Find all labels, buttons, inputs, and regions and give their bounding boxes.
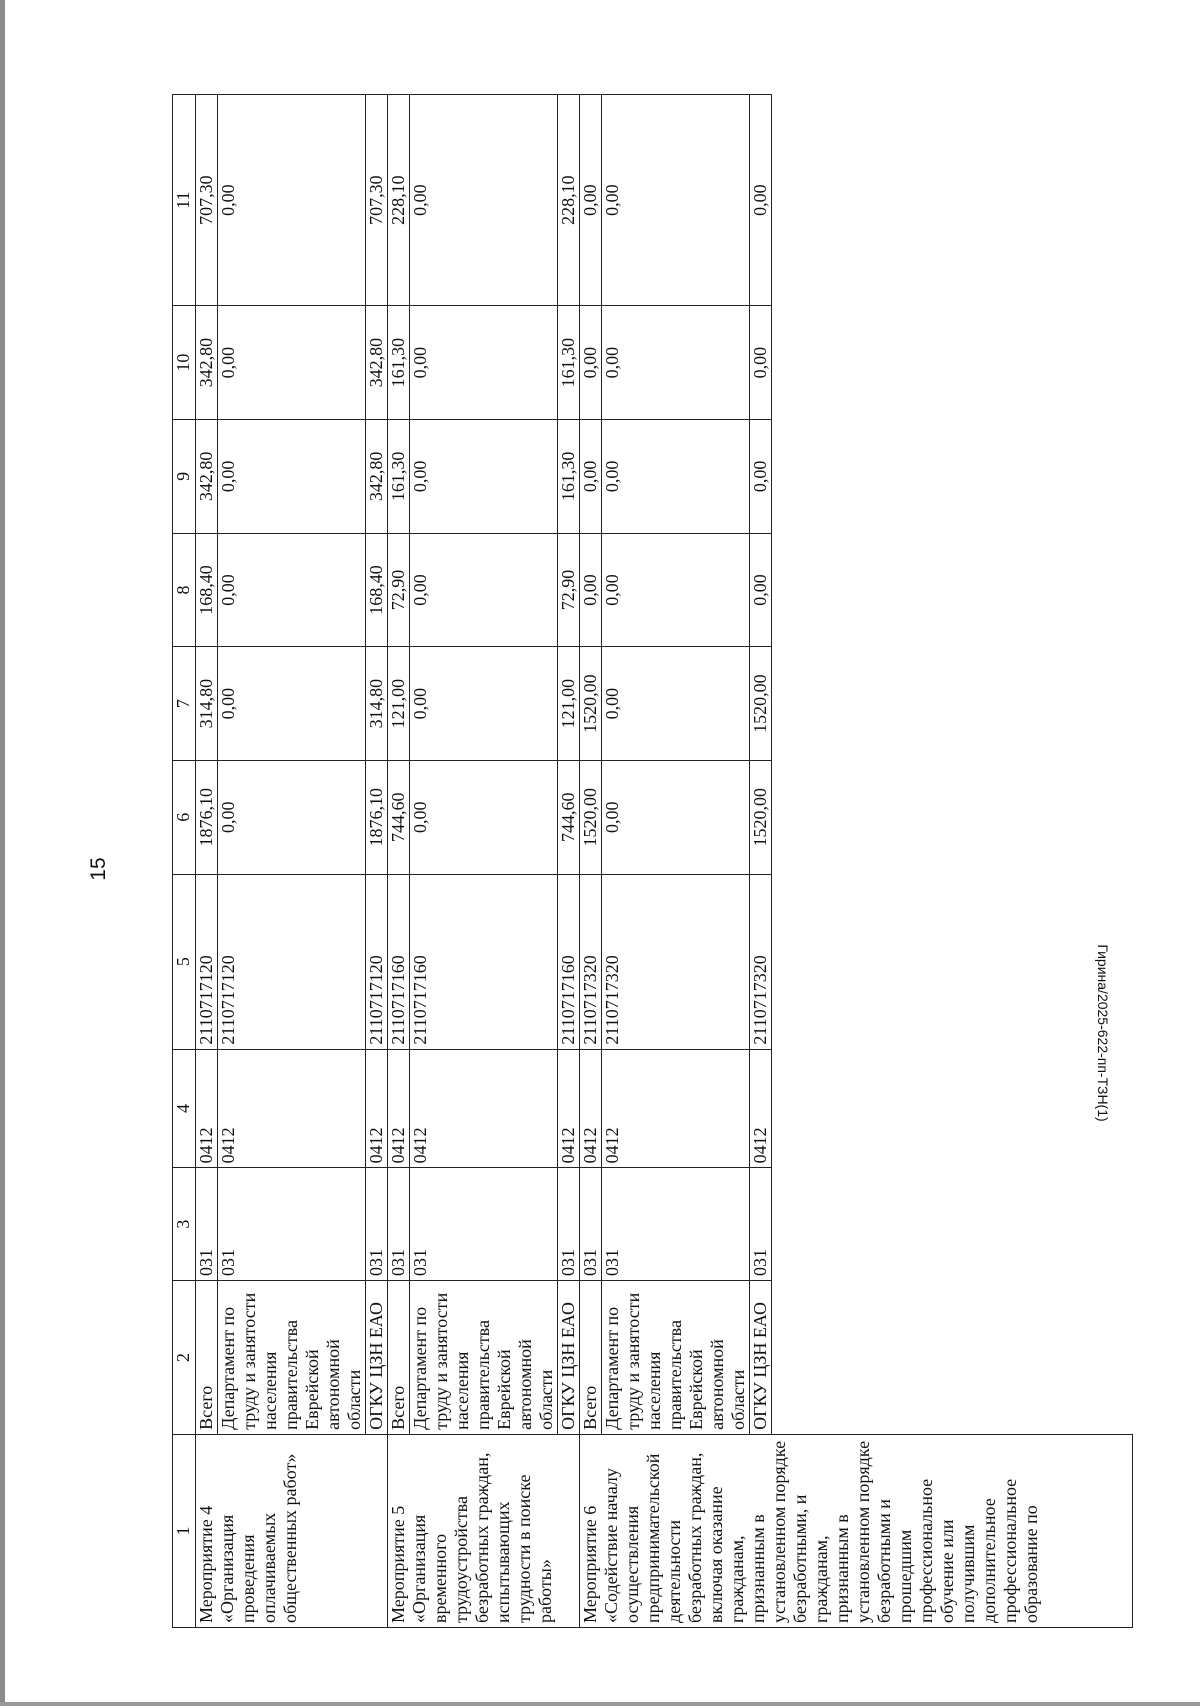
table-row: [410, 95, 558, 1628]
value-cell: 1520,00: [580, 647, 602, 761]
org-cell: Всего: [388, 1280, 410, 1434]
code-cell: 2110717320: [580, 874, 602, 1049]
measure-cell: [580, 1434, 1133, 1627]
value-cell: 342,80: [196, 420, 218, 534]
org-cell: Всего: [196, 1280, 218, 1434]
org-cell: Всего: [580, 1280, 602, 1434]
code-cell: 031: [388, 1168, 410, 1281]
value-cell: 72,90: [388, 533, 410, 647]
code-cell: 2110717160: [388, 874, 410, 1049]
measure-label: Мероприятие 4: [196, 1505, 216, 1623]
code-cell: 0412: [388, 1049, 410, 1168]
measure-label: Мероприятие 6: [580, 1505, 600, 1623]
value-cell: 1520,00: [750, 647, 772, 761]
org-cell: ОГКУ ЦЗН ЕАО: [558, 1280, 580, 1434]
code-cell: 031: [558, 1168, 580, 1281]
value-cell: 0,00: [602, 533, 750, 647]
rotated-table-container: [172, 94, 1092, 1628]
code-cell: 2110717120: [218, 874, 366, 1049]
code-cell: 2110717320: [750, 874, 772, 1049]
value-cell: 0,00: [410, 647, 558, 761]
table-row-continuation: [772, 95, 1133, 1628]
value-cell: 161,30: [558, 306, 580, 420]
value-cell: 0,00: [218, 760, 366, 874]
code-cell: 2110717160: [410, 874, 558, 1049]
code-cell: 0412: [558, 1049, 580, 1168]
value-cell: 707,30: [196, 95, 218, 306]
scan-edge-bottom: [0, 1702, 1200, 1706]
value-cell: 0,00: [410, 760, 558, 874]
header-cell: 8: [173, 533, 196, 647]
value-cell: 0,00: [580, 533, 602, 647]
measure-name: «Содействие началу осуществления предпринимательской деятельности безработных граждан, включая оказание гражданам, признанным в установленном порядке безработными, и гражданам, признанным в установленном порядке безработными и прошедшим профессиональное обучение или получившим дополнительное профессиональное образование по: [601, 1440, 1041, 1623]
value-cell: 0,00: [602, 760, 750, 874]
value-cell: 1876,10: [196, 760, 218, 874]
value-cell: 0,00: [602, 306, 750, 420]
code-cell: 0412: [196, 1049, 218, 1168]
value-cell: 161,30: [558, 420, 580, 534]
value-cell: 0,00: [580, 420, 602, 534]
code-cell: 0412: [580, 1049, 602, 1168]
document-code: Гирина/2025-622-пп-ТЗН(1): [1095, 944, 1111, 1122]
header-cell: 5: [173, 874, 196, 1049]
header-cell: 2: [173, 1280, 196, 1434]
code-cell: 2110717160: [558, 874, 580, 1049]
value-cell: 342,80: [196, 306, 218, 420]
value-cell: 314,80: [366, 647, 388, 761]
table-row: [196, 95, 218, 1628]
code-cell: 0412: [602, 1049, 750, 1168]
value-cell: 314,80: [196, 647, 218, 761]
org-cell: Департамент по труду и занятости населения правительства Еврейской автономной области: [602, 1280, 750, 1434]
value-cell: 0,00: [750, 95, 772, 306]
org-cell: Департамент по труду и занятости населения правительства Еврейской автономной области: [410, 1280, 558, 1434]
code-cell: 031: [602, 1168, 750, 1281]
value-cell: 1520,00: [750, 760, 772, 874]
code-cell: 0412: [750, 1049, 772, 1168]
table-row: [366, 95, 388, 1628]
header-cell: 9: [173, 420, 196, 534]
value-cell: 0,00: [580, 95, 602, 306]
header-cell: 11: [173, 95, 196, 306]
table-row: [558, 95, 580, 1628]
value-cell: 0,00: [218, 95, 366, 306]
code-cell: 031: [750, 1168, 772, 1281]
page-number: 15: [87, 857, 110, 881]
value-cell: 0,00: [410, 306, 558, 420]
value-cell: 0,00: [218, 647, 366, 761]
value-cell: 0,00: [410, 95, 558, 306]
value-cell: 121,00: [388, 647, 410, 761]
value-cell: 0,00: [410, 533, 558, 647]
table-row: [580, 95, 602, 1628]
value-cell: 0,00: [750, 420, 772, 534]
code-cell: 031: [366, 1168, 388, 1281]
code-cell: 0412: [218, 1049, 366, 1168]
header-cell: 4: [173, 1049, 196, 1168]
code-cell: 031: [196, 1168, 218, 1281]
value-cell: 0,00: [750, 306, 772, 420]
header-cell: 3: [173, 1168, 196, 1281]
code-cell: 031: [580, 1168, 602, 1281]
code-cell: 031: [410, 1168, 558, 1281]
value-cell: 0,00: [218, 306, 366, 420]
measure-name: «Организация проведения оплачиваемых общественных работ»: [217, 1453, 300, 1623]
value-cell: 228,10: [388, 95, 410, 306]
scan-edge-left: [0, 0, 5, 1706]
measure-cell: [388, 1434, 580, 1627]
value-cell: 744,60: [558, 760, 580, 874]
org-cell: ОГКУ ЦЗН ЕАО: [750, 1280, 772, 1434]
table-header-row: [173, 95, 196, 1628]
header-cell: 7: [173, 647, 196, 761]
value-cell: 0,00: [580, 306, 602, 420]
continuation-space: [772, 95, 1133, 1435]
value-cell: 0,00: [218, 533, 366, 647]
value-cell: 168,40: [366, 533, 388, 647]
measure-name: «Организация временного трудоустройства безработных граждан, испытывающих трудности в поиске работы»: [409, 1452, 555, 1623]
code-cell: 2110717320: [602, 874, 750, 1049]
code-cell: 0412: [366, 1049, 388, 1168]
value-cell: 0,00: [218, 420, 366, 534]
value-cell: 0,00: [602, 647, 750, 761]
value-cell: 0,00: [602, 420, 750, 534]
value-cell: 707,30: [366, 95, 388, 306]
code-cell: 031: [218, 1168, 366, 1281]
table-row: [750, 95, 772, 1628]
value-cell: 0,00: [750, 533, 772, 647]
measure-cell: [196, 1434, 388, 1627]
value-cell: 168,40: [196, 533, 218, 647]
table-row: [602, 95, 750, 1628]
value-cell: 228,10: [558, 95, 580, 306]
value-cell: 342,80: [366, 420, 388, 534]
value-cell: 1520,00: [580, 760, 602, 874]
value-cell: 161,30: [388, 420, 410, 534]
table-row: [218, 95, 366, 1628]
header-cell: 10: [173, 306, 196, 420]
budget-table: [172, 94, 1133, 1628]
value-cell: 744,60: [388, 760, 410, 874]
value-cell: 121,00: [558, 647, 580, 761]
header-cell: 1: [173, 1434, 196, 1627]
code-cell: 2110717120: [196, 874, 218, 1049]
code-cell: 0412: [410, 1049, 558, 1168]
org-cell: ОГКУ ЦЗН ЕАО: [366, 1280, 388, 1434]
code-cell: 2110717120: [366, 874, 388, 1049]
value-cell: 72,90: [558, 533, 580, 647]
table-row: [388, 95, 410, 1628]
value-cell: 161,30: [388, 306, 410, 420]
org-cell: Департамент по труду и занятости населения правительства Еврейской автономной области: [218, 1280, 366, 1434]
header-cell: 6: [173, 760, 196, 874]
value-cell: 0,00: [602, 95, 750, 306]
measure-label: Мероприятие 5: [388, 1505, 408, 1623]
value-cell: 0,00: [410, 420, 558, 534]
value-cell: 342,80: [366, 306, 388, 420]
value-cell: 1876,10: [366, 760, 388, 874]
